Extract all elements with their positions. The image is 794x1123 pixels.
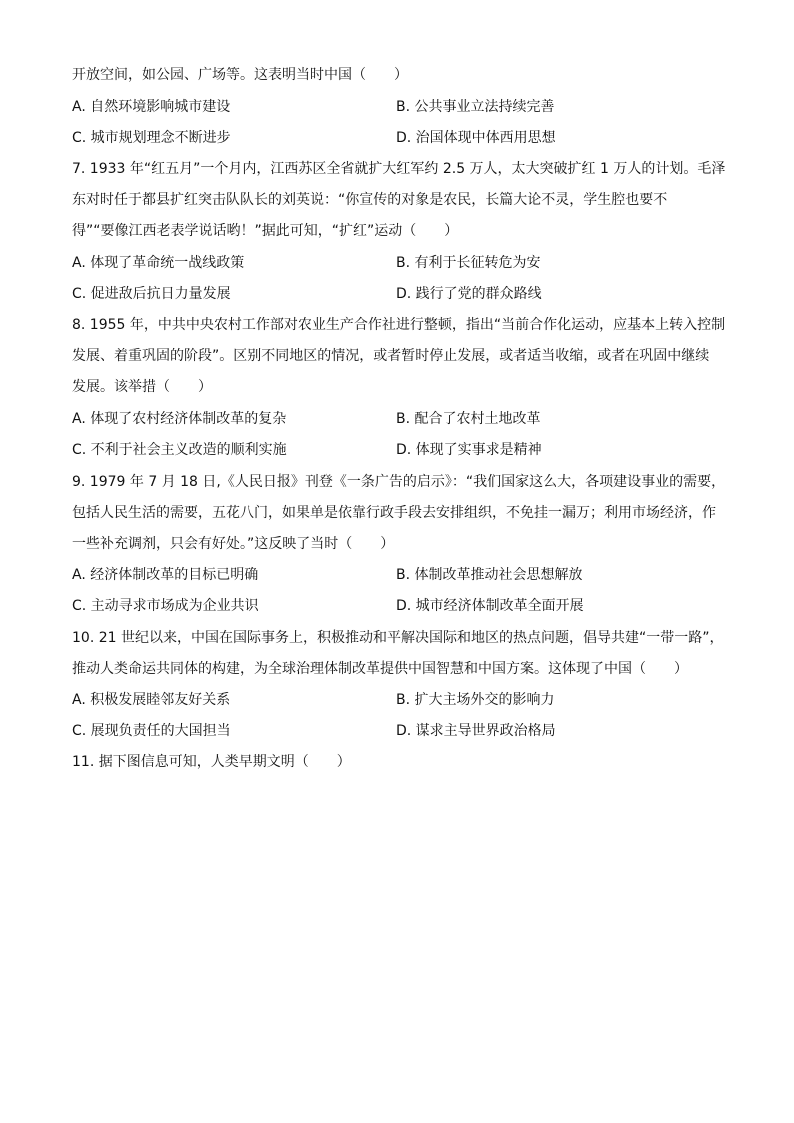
q6-option-c: C. 城市规划理念不断进步 (72, 130, 231, 146)
q8-stem-line2: 发展、着重巩固的阶段”。区别不同地区的情况，或者暂时停止发展，或者适当收缩，或者在巩固中继续 (72, 348, 710, 364)
q6-option-a: A. 自然环境影响城市建设 (72, 99, 231, 115)
q10-stem-line1: 10. 21 世纪以来，中国在国际事务上，积极推动和平解决国际和地区的热点问题，倡导共建“一带一路”， (72, 630, 724, 646)
q8-stem-line3: 发展。该举措（ ） (72, 379, 212, 395)
q6-stem: 开放空间，如公园、广场等。这表明当时中国（ ） (72, 67, 408, 83)
q8-option-c: C. 不利于社会主义改造的顺利实施 (72, 442, 287, 458)
q8-option-b: B. 配合了农村土地改革 (396, 411, 541, 427)
q7-stem-line1: 7. 1933 年“红五月”一个月内，江西苏区全省就扩大红军约 2.5 万人，太大突破扩红 1 万人的计划。毛泽 (72, 161, 726, 177)
q9-stem-line3: 一些补充调剂，只会有好处。”这反映了当时（ ） (72, 536, 395, 552)
q7-stem-line2: 东对时任于都县扩红突击队队长的刘英说：“你宣传的对象是农民，长篇大论不灵，学生腔也要不 (72, 192, 668, 208)
q10-stem-line2: 推动人类命运共同体的构建，为全球治理体制改革提供中国智慧和中国方案。这体现了中国（ ） (72, 661, 688, 677)
q9-option-d: D. 城市经济体制改革全面开展 (396, 598, 584, 614)
q7-option-a: A. 体现了革命统一战线政策 (72, 255, 245, 271)
q7-option-d: D. 践行了党的群众路线 (396, 286, 542, 302)
q9-option-a: A. 经济体制改革的目标已明确 (72, 567, 259, 583)
q9-option-c: C. 主动寻求市场成为企业共识 (72, 598, 259, 614)
q10-option-a: A. 积极发展睦邻友好关系 (72, 692, 231, 708)
q10-option-b: B. 扩大主场外交的影响力 (396, 692, 555, 708)
q9-stem-line2: 包括人民生活的需要，五花八门，如果单是依靠行政手段去安排组织，不免挂一漏万；利用市场经济，作 (72, 505, 716, 521)
q6-option-b: B. 公共事业立法持续完善 (396, 99, 555, 115)
q6-option-d: D. 治国体现中体西用思想 (396, 130, 556, 146)
q8-option-d: D. 体现了实事求是精神 (396, 442, 542, 458)
q7-option-b: B. 有利于长征转危为安 (396, 255, 541, 271)
q8-option-a: A. 体现了农村经济体制改革的复杂 (72, 411, 287, 427)
q7-option-c: C. 促进敌后抗日力量发展 (72, 286, 231, 302)
q10-option-d: D. 谋求主导世界政治格局 (396, 723, 556, 739)
q11-stem-line1: 11. 据下图信息可知，人类早期文明（ ） (72, 754, 351, 770)
q9-option-b: B. 体制改革推动社会思想解放 (396, 567, 583, 583)
q8-stem-line1: 8. 1955 年，中共中央农村工作部对农业生产合作社进行整顿，指出“当前合作化运动，应基本上转入控制 (72, 317, 726, 333)
q7-stem-line3: 得”“要像江西老表学说话哟！”据此可知，“扩红”运动（ ） (72, 223, 459, 239)
q10-option-c: C. 展现负责任的大国担当 (72, 723, 231, 739)
q9-stem-line1: 9. 1979 年 7 月 18 日,《人民日报》刊登《一条广告的启示》：“我们国家这么大，各项建设事业的需要， (72, 474, 726, 490)
